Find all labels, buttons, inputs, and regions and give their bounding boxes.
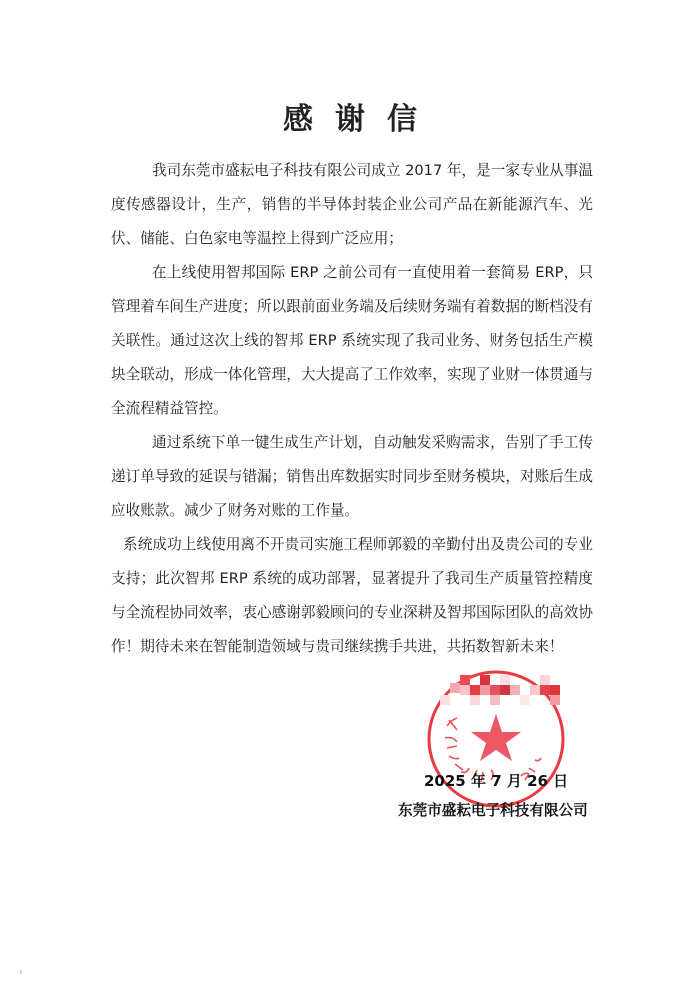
paragraph-system-benefits: 通过系统下单一键生成生产计划，自动触发采购需求，告别了手工传递订单导致的延误与错漏；销售出库数据实时同步至财务模块，对账后生成应收账款。减少了财务对账的工作量。 (111, 434, 593, 519)
letter-title: 感谢信 (283, 102, 439, 137)
scan-artifact (20, 970, 22, 974)
star-icon (471, 714, 521, 761)
paragraph-erp-before-after: 在上线使用智邦国际 ERP 之前公司有一直使用着一套简易 ERP，只管理着车间生产进度；所以跟前面业务端及后续财务端有着数据的断档没有关联性。通过这次上线的智邦 ERP 系统实现了我司业务、财务包括生产模块全联动，形成一体化管理，大大提高了工作效率，实现了业财一体贯通与全流程精益管控。 (111, 264, 593, 417)
seal-redaction-mosaic (440, 675, 570, 715)
signature-company: 东莞市盛耘电子科技有限公司 (398, 802, 588, 819)
paragraph-thanks: 系统成功上线使用离不开贵司实施工程师郭毅的辛勤付出及贵公司的专业支持；此次智邦 ERP 系统的成功部署，显著提升了我司生产质量管控精度与全流程协同效率，衷心感谢郭毅顾问的专业深耕及智邦国际团队的高效协作！期待未来在智能制造领域与贵司继续携手共进，共拓数智新未来！ (111, 536, 593, 655)
signature-date: 2025 年 7 月 26 日 (424, 772, 569, 790)
letter-body (111, 154, 593, 664)
paragraph-company-intro: 我司东莞市盛耘电子科技有限公司成立 2017 年，是一家专业从事温度传感器设计，生产，销售的半导体封装企业公司产品在新能源汽车、光伏、储能、白色家电等温控上得到广泛应用； (111, 162, 593, 247)
